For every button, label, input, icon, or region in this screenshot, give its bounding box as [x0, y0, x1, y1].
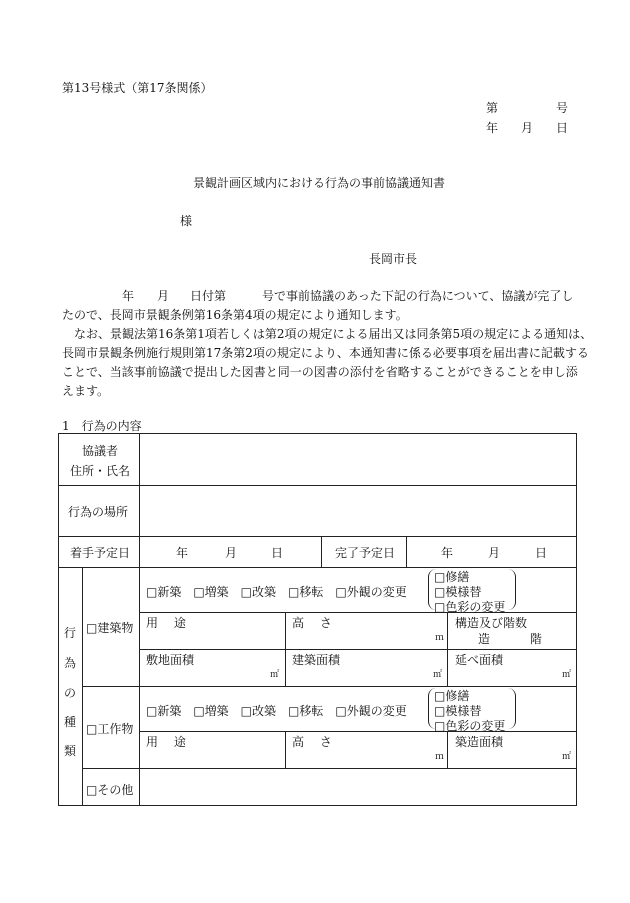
body-p1-month: 月 [157, 289, 170, 303]
body-p2-line2: 長岡市景観条例施行規則第17条第2項の規定により、本通知書に係る必要事項を届出書に記載する [62, 346, 589, 360]
applicant-field[interactable] [140, 434, 576, 485]
applicant-label-l1: 協議者 [82, 444, 119, 458]
body-p2-line1: なお、景観法第16条第1項若しくは第2項の規定による届出又は同条第5項の規定による通知は、 [74, 327, 593, 341]
kind-label-4: 種 [64, 715, 77, 729]
structure-actions[interactable]: □新築 □増築 □改築 □移転 □外観の変更 [146, 704, 407, 718]
structure-height-label: 高 さ [292, 735, 332, 749]
building-height-label: 高 さ [292, 616, 332, 630]
kind-label-5: 類 [64, 744, 77, 758]
building-structure-units: 造 階 [478, 632, 542, 646]
structure-sub-action-repair[interactable]: □修繕 [434, 689, 470, 703]
structure-sub-action-remodel[interactable]: □模様替 [434, 704, 482, 718]
end-date-label: 完了予定日 [335, 546, 396, 560]
kind-label-1: 行 [64, 626, 77, 640]
structure-build-area-unit: ㎡ [562, 752, 572, 762]
addressee-suffix: 様 [180, 214, 193, 228]
body-p1-day: 日付第 [190, 289, 227, 303]
other-checkbox[interactable]: □その他 [86, 783, 134, 797]
structure-use-label: 用 途 [146, 735, 186, 749]
document-title: 景観計画区域内における行為の事前協議通知書 [193, 176, 446, 190]
start-year: 年 [176, 546, 189, 560]
building-height-unit: ｍ [435, 633, 445, 643]
site-area-label: 敷地面積 [146, 653, 195, 667]
building-area-label: 建築面積 [292, 653, 341, 667]
building-sub-action-repair[interactable]: □修繕 [434, 570, 470, 584]
total-floor-area-label: 延べ面積 [455, 653, 504, 667]
building-sub-action-color[interactable]: □色彩の変更 [434, 600, 506, 614]
body-p2-line4: えます。 [62, 384, 110, 398]
ref-month: 月 [521, 121, 534, 135]
ref-year: 年 [486, 121, 499, 135]
body-p1-rest: 号で事前協議のあった下記の行為について、協議が完了し [262, 289, 574, 303]
other-field[interactable] [140, 769, 576, 805]
building-checkbox[interactable]: □建築物 [86, 621, 134, 635]
building-use-label: 用 途 [146, 616, 186, 630]
issuer: 長岡市長 [369, 252, 418, 266]
site-area-unit: ㎡ [270, 670, 280, 680]
total-floor-area-unit: ㎡ [562, 670, 572, 680]
place-label: 行為の場所 [68, 505, 129, 519]
body-p1-year: 年 [122, 289, 135, 303]
applicant-label-l2: 住所・氏名 [70, 464, 131, 478]
start-date-label: 着手予定日 [70, 546, 131, 560]
structure-checkbox[interactable]: □工作物 [86, 722, 134, 736]
ref-no-suffix: 号 [556, 101, 569, 115]
ref-day: 日 [556, 121, 569, 135]
body-p1-line2: たので、長岡市景観条例第16条第4項の規定により通知します。 [62, 308, 408, 322]
kind-label-3: の [64, 686, 77, 700]
body-p2-line3: ことで、当該事前協議で提出した図書と同一の図書の添付を省略することができることを申し添 [62, 365, 578, 379]
end-year: 年 [441, 546, 454, 560]
end-day: 日 [535, 546, 548, 560]
place-field[interactable] [140, 486, 576, 536]
section-title: 1 行為の内容 [62, 419, 142, 433]
structure-build-area-label: 築造面積 [455, 735, 504, 749]
kind-label-2: 為 [64, 656, 77, 670]
building-actions[interactable]: □新築 □増築 □改築 □移転 □外観の変更 [146, 585, 407, 599]
building-sub-action-remodel[interactable]: □模様替 [434, 585, 482, 599]
building-area-unit: ㎡ [433, 670, 443, 680]
structure-height-unit: ｍ [435, 752, 445, 762]
start-day: 日 [271, 546, 284, 560]
ref-no-label: 第 [486, 101, 499, 115]
form-label: 第13号様式（第17条関係） [62, 81, 213, 95]
start-month: 月 [225, 546, 238, 560]
building-structure-label: 構造及び階数 [455, 616, 528, 630]
structure-sub-action-color[interactable]: □色彩の変更 [434, 719, 506, 733]
end-month: 月 [488, 546, 501, 560]
